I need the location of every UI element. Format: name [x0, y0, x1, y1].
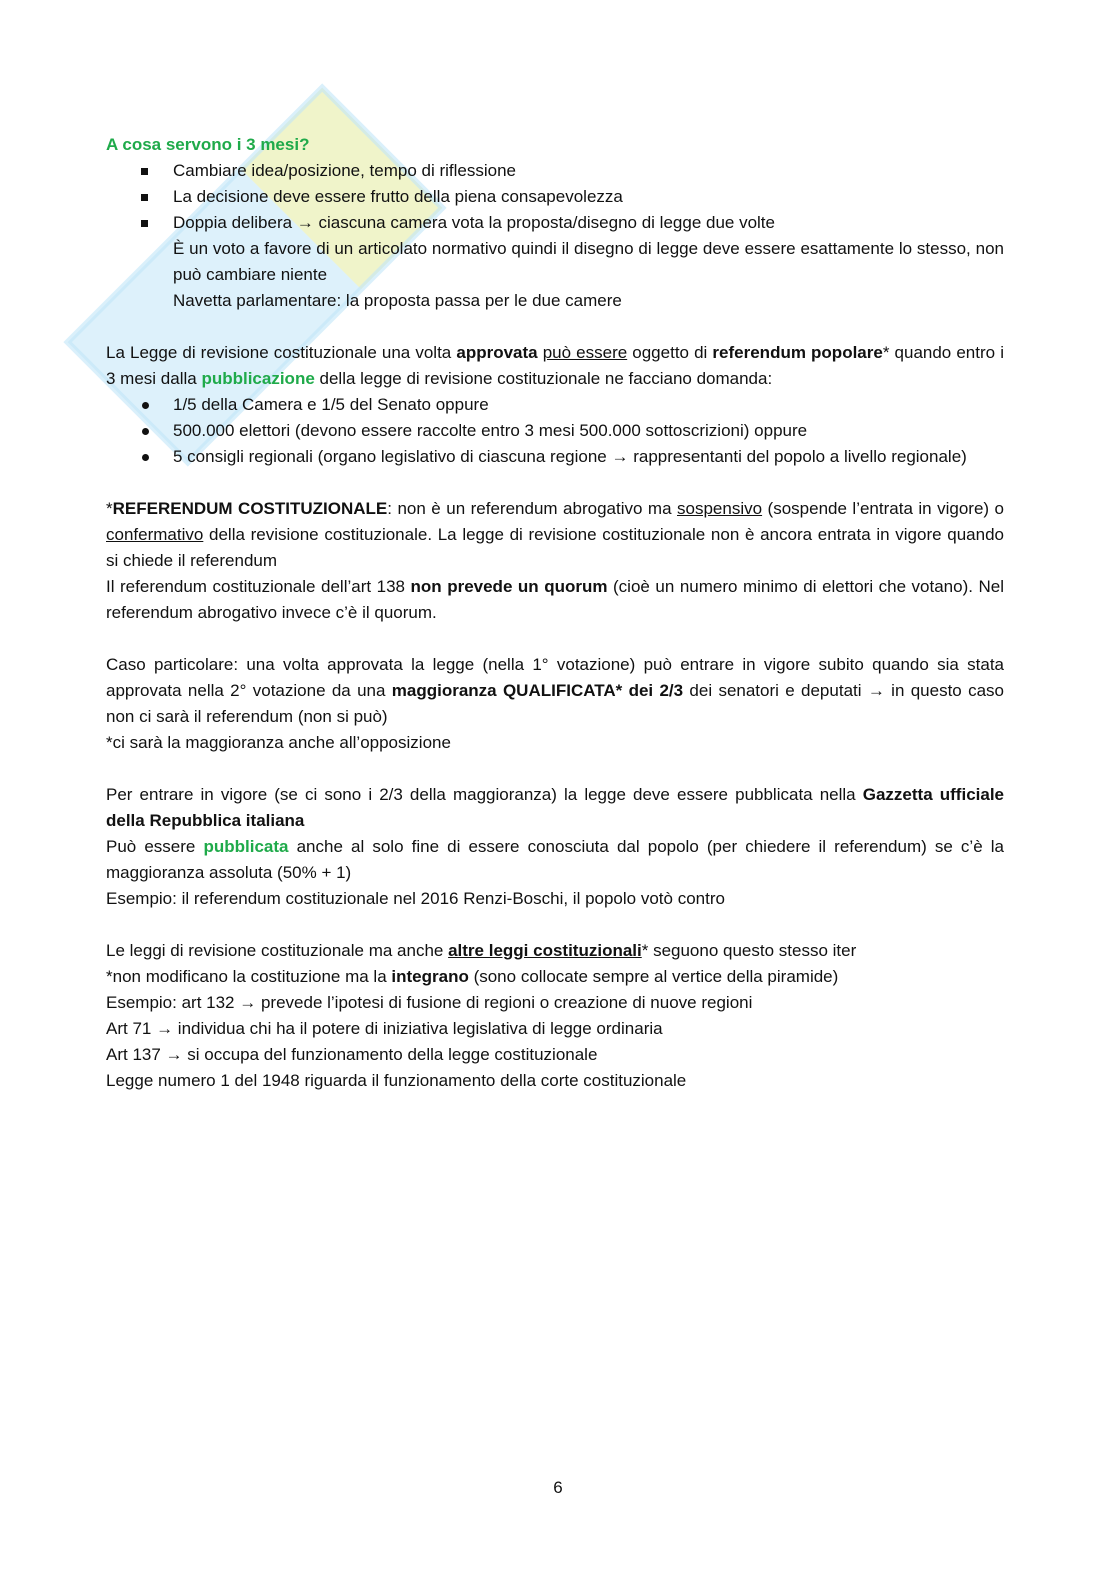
- article-line: Art 137 → si occupa del funzionamento della legge costituzionale: [106, 1045, 598, 1064]
- requesters-list: [106, 392, 1004, 470]
- paragraph-altre-leggi: Le leggi di revisione costituzionale ma anche altre leggi costituzionali* seguono questo stesso iter: [106, 941, 857, 960]
- round-bullet-icon: [142, 454, 149, 461]
- list-item: La decisione deve essere frutto della piena consapevolezza: [106, 184, 1004, 210]
- square-bullet-icon: [141, 194, 148, 201]
- paragraph-referendum-costituzionale: *REFERENDUM COSTITUZIONALE: non è un referendum abrogativo ma sospensivo (sospende l’entrata in vigore) o confermativo della revisione costituzionale. La legge di revisione costituzionale non è ancora entrata in vigore quando si chiede il referendum: [106, 499, 1004, 570]
- footnote-line: *ci sarà la maggioranza anche all’opposizione: [106, 733, 451, 752]
- page-number: 6: [553, 1478, 563, 1497]
- article-line: Legge numero 1 del 1948 riguarda il funzionamento della corte costituzionale: [106, 1071, 687, 1090]
- section-heading: A cosa servono i 3 mesi?: [106, 135, 310, 154]
- paragraph-integrano: *non modificano la costituzione ma la integrano (sono collocate sempre al vertice della piramide): [106, 967, 839, 986]
- list-item: Cambiare idea/posizione, tempo di riflessione: [106, 158, 1004, 184]
- paragraph-quorum: Il referendum costituzionale dell’art 138 non prevede un quorum (cioè un numero minimo di elettori che votano). Nel referendum abrogativo invece c’è il quorum.: [106, 577, 1005, 622]
- square-bullet-icon: [141, 220, 148, 227]
- paragraph-gazzetta: Per entrare in vigore (se ci sono i 2/3 della maggioranza) la legge deve essere pubblicata nella Gazzetta ufficiale della Repubblica italiana: [106, 785, 1005, 830]
- sub-paragraph: Navetta parlamentare: la proposta passa per le due camere: [173, 291, 622, 310]
- list-item: 5 consigli regionali (organo legislativo di ciascuna regione → rappresentanti del popolo a livello regionale): [106, 444, 1004, 470]
- list-item: 500.000 elettori (devono essere raccolte entro 3 mesi 500.000 sottoscrizioni) oppure: [106, 418, 1004, 444]
- round-bullet-icon: [142, 402, 149, 409]
- list-item: Doppia delibera → ciascuna camera vota la proposta/disegno di legge due volte: [106, 210, 1004, 236]
- round-bullet-icon: [142, 428, 149, 435]
- paragraph-referendum-popolare: La Legge di revisione costituzionale una volta approvata può essere oggetto di referendum popolare* quando entro i 3 mesi dalla pubblicazione della legge di revisione costituzionale ne facciano domanda:: [106, 343, 1004, 388]
- sub-paragraph: È un voto a favore di un articolato normativo quindi il disegno di legge deve essere esattamente lo stesso, non può cambiare niente: [173, 239, 1004, 284]
- example-line: Esempio: il referendum costituzionale nel 2016 Renzi-Boschi, il popolo votò contro: [106, 889, 725, 908]
- paragraph-pubblicata: Può essere pubblicata anche al solo fine di essere conosciuta dal popolo (per chiedere il referendum) se c’è la maggioranza assoluta (50% + 1): [106, 837, 1004, 882]
- square-bullet-icon: [141, 168, 148, 175]
- document-body: [106, 132, 1004, 1094]
- article-line: Art 71 → individua chi ha il potere di iniziativa legislativa di legge ordinaria: [106, 1019, 663, 1038]
- reasons-list: [106, 158, 1004, 236]
- list-item: 1/5 della Camera e 1/5 del Senato oppure: [106, 392, 1004, 418]
- paragraph-caso-particolare: Caso particolare: una volta approvata la legge (nella 1° votazione) può entrare in vigore subito quando sia stata approvata nella 2° votazione da una maggioranza QUALIFICATA* dei 2/3 dei senatori e deputati → in questo caso non ci sarà il referendum (non si può): [106, 655, 1004, 726]
- article-line: Esempio: art 132 → prevede l’ipotesi di fusione di regioni o creazione di nuove regioni: [106, 993, 753, 1012]
